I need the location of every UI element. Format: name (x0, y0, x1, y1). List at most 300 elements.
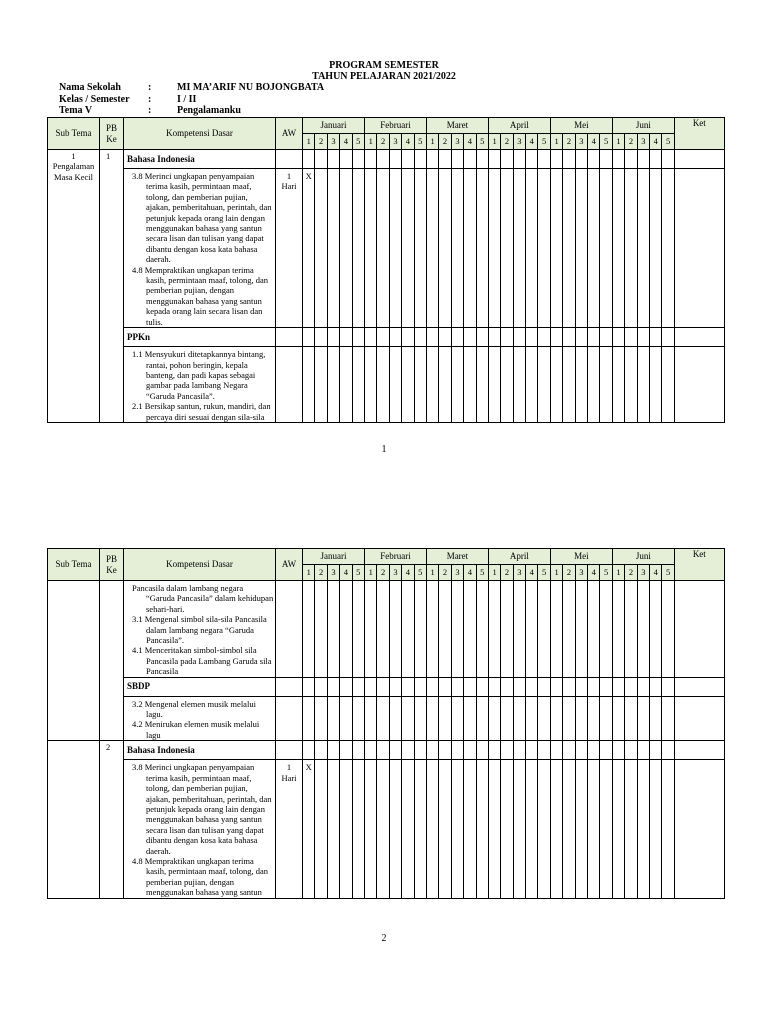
month-header: Maret (426, 118, 488, 134)
week-header: 2 (439, 134, 451, 150)
week-header: 2 (315, 565, 327, 581)
week-cell (414, 581, 426, 678)
week-cell (389, 328, 401, 347)
week-cell (612, 150, 624, 169)
week-cell (389, 150, 401, 169)
week-cell (650, 328, 662, 347)
week-header: 3 (513, 134, 525, 150)
aw-cell (276, 696, 303, 741)
info-value-school: MI MA’ARIF NU BOJONGBATA (177, 82, 325, 93)
week-cell (476, 581, 488, 678)
week-cell (365, 677, 377, 696)
month-header: Mei (550, 118, 612, 134)
kompetensi-dasar-cell (124, 696, 276, 741)
week-cell (526, 581, 538, 678)
week-cell (377, 150, 389, 169)
ket-cell (674, 150, 724, 169)
col-header-pb: PB Ke (100, 118, 124, 150)
week-cell (550, 328, 562, 347)
week-cell (625, 581, 637, 678)
week-cell (488, 150, 500, 169)
week-header: 4 (650, 565, 662, 581)
week-cell (389, 741, 401, 760)
week-cell (352, 328, 364, 347)
kd-item: 3.1 Mengenal simbol sila-sila Pancasila dalam lambang negara “Garuda Pancasila”. (132, 614, 267, 646)
week-cell (488, 581, 500, 678)
week-header: 3 (327, 134, 339, 150)
week-cell (501, 581, 513, 678)
week-cell (501, 169, 513, 328)
week-cell (625, 328, 637, 347)
week-cell (340, 741, 352, 760)
aw-cell (276, 347, 303, 423)
week-cell (327, 760, 339, 898)
week-cell (439, 150, 451, 169)
week-cell (575, 347, 587, 423)
week-header: 5 (352, 134, 364, 150)
week-header: 1 (426, 134, 438, 150)
week-header: 1 (612, 565, 624, 581)
col-header-aw: AW (276, 118, 303, 150)
week-cell (575, 677, 587, 696)
week-cell (650, 741, 662, 760)
week-cell (637, 169, 649, 328)
subject-heading: Bahasa Indonesia (124, 741, 276, 760)
week-header: 4 (588, 565, 600, 581)
week-cell (650, 760, 662, 898)
week-cell (538, 677, 550, 696)
week-header: 1 (550, 565, 562, 581)
week-cell (637, 696, 649, 741)
week-cell (439, 169, 451, 328)
week-cell (327, 150, 339, 169)
week-cell: X (303, 169, 315, 328)
week-cell (315, 741, 327, 760)
col-header-pb: PB Ke (100, 549, 124, 581)
kd-item: Pancasila dalam lambang negara “Garuda Pancasila” dalam kehidupan sehari-hari. (132, 583, 274, 614)
month-header: April (488, 118, 550, 134)
kd-item: 4.8 Mempraktikan ungkapan terima kasih, permintaan maaf, tolong, dan pemberian pujian, dengan menggunakan bahasa yang santun (132, 855, 269, 898)
kd-item: 4.8 Mempraktikan ungkapan terima kasih, permintaan maaf, tolong, dan pemberian pujian, dengan menggunakan bahasa yang santun kepada orang lain secara lisan dan tulis. (132, 264, 269, 327)
week-header: 4 (588, 134, 600, 150)
sub-tema-cell (48, 741, 100, 898)
week-cell (439, 328, 451, 347)
ket-cell (674, 760, 724, 898)
week-cell (340, 347, 352, 423)
week-cell (600, 741, 612, 760)
week-cell (513, 347, 525, 423)
week-cell (476, 741, 488, 760)
week-header: 1 (488, 134, 500, 150)
week-cell (377, 677, 389, 696)
week-cell (402, 169, 414, 328)
kompetensi-dasar-cell (124, 760, 276, 898)
week-cell (650, 677, 662, 696)
week-cell (575, 741, 587, 760)
week-cell (352, 677, 364, 696)
week-cell (563, 677, 575, 696)
week-cell (612, 169, 624, 328)
week-cell (451, 696, 463, 741)
week-cell (315, 677, 327, 696)
week-cell (637, 677, 649, 696)
week-cell (488, 741, 500, 760)
week-header: 3 (451, 565, 463, 581)
week-header: 3 (389, 134, 401, 150)
month-header: Maret (426, 549, 488, 565)
week-cell (352, 169, 364, 328)
week-cell (365, 581, 377, 678)
week-cell (488, 169, 500, 328)
week-header: 1 (550, 134, 562, 150)
week-cell (352, 581, 364, 678)
week-cell (588, 581, 600, 678)
week-cell (550, 696, 562, 741)
week-cell (637, 581, 649, 678)
ket-cell (674, 741, 724, 760)
week-cell (501, 760, 513, 898)
week-cell (625, 169, 637, 328)
pb-cell (100, 581, 124, 741)
week-cell (575, 581, 587, 678)
info-label-school: Nama Sekolah (59, 82, 121, 93)
week-cell (538, 347, 550, 423)
week-cell (563, 328, 575, 347)
kd-item: 3.8 Merinci ungkapan penyampaian terima kasih, permintaan maaf, tolong, dan pemberian pujian, ajakan, pemberitahuan, perintah, dan petunjuk kepada orang lain dengan menggunakan bahasa yang santun secara lisan dan tulisan yang dapat dibantu dengan kosa kata bahasa daerah. (132, 762, 272, 856)
week-cell: X (303, 760, 315, 898)
week-cell (464, 760, 476, 898)
week-cell (662, 150, 674, 169)
week-cell (526, 760, 538, 898)
week-cell (327, 328, 339, 347)
week-cell (476, 347, 488, 423)
week-cell (625, 150, 637, 169)
week-cell (426, 581, 438, 678)
ket-cell (674, 581, 724, 678)
week-cell (340, 169, 352, 328)
week-cell (426, 741, 438, 760)
week-cell (563, 581, 575, 678)
week-header: 2 (439, 565, 451, 581)
document-subtitle: TAHUN PELAJARAN 2021/2022 (312, 71, 456, 82)
week-header: 1 (303, 565, 315, 581)
week-cell (426, 677, 438, 696)
week-cell (340, 760, 352, 898)
week-cell (389, 347, 401, 423)
week-cell (414, 169, 426, 328)
week-cell (637, 328, 649, 347)
week-cell (402, 347, 414, 423)
week-cell (600, 328, 612, 347)
week-cell (662, 581, 674, 678)
week-cell (501, 150, 513, 169)
week-cell (451, 169, 463, 328)
week-cell (563, 347, 575, 423)
week-cell (662, 677, 674, 696)
week-cell (365, 328, 377, 347)
week-cell (600, 347, 612, 423)
week-cell (662, 169, 674, 328)
week-cell (538, 760, 550, 898)
week-cell (340, 150, 352, 169)
week-cell (662, 760, 674, 898)
col-header-kompetensi-dasar: Kompetensi Dasar (124, 549, 276, 581)
week-header: 2 (377, 134, 389, 150)
week-cell (439, 741, 451, 760)
week-cell (402, 741, 414, 760)
week-cell (439, 760, 451, 898)
week-cell (588, 169, 600, 328)
week-cell (513, 169, 525, 328)
page-number: 2 (381, 933, 387, 944)
week-header: 3 (451, 134, 463, 150)
week-cell (377, 581, 389, 678)
semester-program-table-page2 (47, 548, 725, 899)
week-cell (488, 760, 500, 898)
week-cell (377, 741, 389, 760)
week-cell (352, 347, 364, 423)
week-cell (488, 696, 500, 741)
col-header-ket: Ket (674, 549, 724, 581)
week-header: 3 (513, 565, 525, 581)
week-cell (389, 169, 401, 328)
week-cell (414, 677, 426, 696)
week-cell (600, 150, 612, 169)
week-header: 3 (575, 565, 587, 581)
week-cell (476, 696, 488, 741)
aw-cell (276, 581, 303, 678)
week-cell (389, 677, 401, 696)
week-cell (476, 150, 488, 169)
week-cell (426, 150, 438, 169)
kd-item: 3.2 Mengenal elemen musik melalui lagu. (132, 698, 256, 720)
week-header: 3 (637, 565, 649, 581)
week-cell (365, 169, 377, 328)
week-header: 3 (389, 565, 401, 581)
week-cell (588, 741, 600, 760)
week-cell (550, 677, 562, 696)
week-cell (303, 696, 315, 741)
week-cell (451, 677, 463, 696)
week-cell (451, 347, 463, 423)
kompetensi-dasar-cell (124, 581, 276, 678)
week-header: 5 (538, 565, 550, 581)
week-cell (588, 760, 600, 898)
week-cell (476, 328, 488, 347)
week-cell (588, 150, 600, 169)
week-cell (389, 760, 401, 898)
week-cell (513, 741, 525, 760)
week-cell (303, 677, 315, 696)
week-cell (352, 696, 364, 741)
week-cell (414, 760, 426, 898)
week-cell (526, 328, 538, 347)
document-title: PROGRAM SEMESTER (329, 60, 439, 71)
week-header: 5 (662, 134, 674, 150)
week-cell (352, 741, 364, 760)
week-cell (451, 581, 463, 678)
col-header-sub-tema: Sub Tema (48, 549, 100, 581)
col-header-ket: Ket (674, 118, 724, 150)
info-value-class: I / II (177, 94, 197, 105)
week-cell (563, 760, 575, 898)
kompetensi-dasar-cell (124, 169, 276, 328)
week-cell (501, 741, 513, 760)
week-cell (600, 760, 612, 898)
week-cell (513, 328, 525, 347)
week-cell (389, 696, 401, 741)
week-cell (538, 328, 550, 347)
week-cell (563, 150, 575, 169)
week-cell (662, 328, 674, 347)
week-cell (439, 581, 451, 678)
week-cell (488, 328, 500, 347)
sub-tema-cell (48, 581, 100, 741)
week-cell (340, 677, 352, 696)
week-header: 5 (600, 134, 612, 150)
week-cell (612, 347, 624, 423)
month-header: Januari (303, 549, 365, 565)
month-header: Februari (365, 549, 427, 565)
week-cell (513, 581, 525, 678)
week-cell (650, 150, 662, 169)
week-cell (501, 677, 513, 696)
week-cell (550, 347, 562, 423)
month-header: April (488, 549, 550, 565)
ket-cell (674, 169, 724, 328)
week-cell (538, 581, 550, 678)
week-cell (488, 677, 500, 696)
week-cell (513, 150, 525, 169)
aw-cell (276, 741, 303, 760)
week-cell (365, 347, 377, 423)
week-cell (550, 760, 562, 898)
week-header: 2 (563, 134, 575, 150)
week-cell (600, 696, 612, 741)
week-header: 1 (365, 565, 377, 581)
week-cell (563, 696, 575, 741)
week-cell (588, 328, 600, 347)
week-cell (315, 696, 327, 741)
week-cell (451, 328, 463, 347)
week-cell (575, 150, 587, 169)
week-cell (464, 696, 476, 741)
week-header: 5 (414, 134, 426, 150)
week-cell (513, 696, 525, 741)
week-cell (662, 347, 674, 423)
week-cell (637, 150, 649, 169)
week-header: 1 (488, 565, 500, 581)
week-cell (327, 347, 339, 423)
ket-cell (674, 677, 724, 696)
week-cell (340, 581, 352, 678)
week-cell (612, 328, 624, 347)
week-cell (402, 696, 414, 741)
week-cell (650, 581, 662, 678)
week-cell (365, 696, 377, 741)
week-cell (600, 677, 612, 696)
week-header: 5 (662, 565, 674, 581)
week-cell (538, 741, 550, 760)
week-header: 4 (650, 134, 662, 150)
week-cell (464, 150, 476, 169)
semester-program-table-page1 (47, 117, 725, 423)
week-cell (550, 581, 562, 678)
week-header: 5 (538, 134, 550, 150)
week-header: 5 (352, 565, 364, 581)
week-cell (426, 328, 438, 347)
week-header: 2 (563, 565, 575, 581)
week-cell (315, 169, 327, 328)
week-header: 2 (501, 134, 513, 150)
week-cell (426, 696, 438, 741)
week-cell (327, 677, 339, 696)
week-cell (402, 677, 414, 696)
aw-cell: 1 Hari (276, 169, 303, 328)
week-header: 4 (526, 565, 538, 581)
week-cell (550, 150, 562, 169)
week-cell (464, 169, 476, 328)
info-label-theme: Tema V (59, 105, 93, 116)
aw-cell: 1 Hari (276, 760, 303, 898)
week-cell (340, 328, 352, 347)
week-cell (501, 347, 513, 423)
week-header: 5 (600, 565, 612, 581)
week-cell (538, 169, 550, 328)
week-header: 2 (315, 134, 327, 150)
week-cell (637, 760, 649, 898)
aw-cell (276, 677, 303, 696)
week-cell (439, 696, 451, 741)
week-cell (439, 677, 451, 696)
pb-cell: 2 (100, 741, 124, 898)
week-cell (402, 760, 414, 898)
week-header: 1 (426, 565, 438, 581)
week-cell (501, 696, 513, 741)
week-cell (451, 741, 463, 760)
week-cell (476, 677, 488, 696)
kd-item: 4.2 Menirukan elemen musik melalui lagu (132, 719, 260, 740)
aw-cell (276, 150, 303, 169)
month-header: Juni (612, 549, 674, 565)
week-cell (612, 760, 624, 898)
week-cell (464, 677, 476, 696)
week-cell (637, 347, 649, 423)
week-cell (588, 696, 600, 741)
week-header: 2 (501, 565, 513, 581)
week-cell (526, 169, 538, 328)
week-cell (414, 696, 426, 741)
page-number: 1 (381, 444, 387, 455)
week-header: 3 (637, 134, 649, 150)
week-cell (377, 328, 389, 347)
week-cell (464, 741, 476, 760)
week-header: 4 (340, 565, 352, 581)
week-cell (426, 169, 438, 328)
week-cell (625, 696, 637, 741)
week-cell (550, 741, 562, 760)
week-cell (575, 328, 587, 347)
info-label-class: Kelas / Semester (59, 94, 130, 105)
week-cell (625, 677, 637, 696)
week-header: 1 (365, 134, 377, 150)
week-cell (365, 150, 377, 169)
week-header: 4 (464, 134, 476, 150)
week-cell (303, 581, 315, 678)
week-cell (303, 150, 315, 169)
week-header: 1 (612, 134, 624, 150)
week-cell (402, 328, 414, 347)
